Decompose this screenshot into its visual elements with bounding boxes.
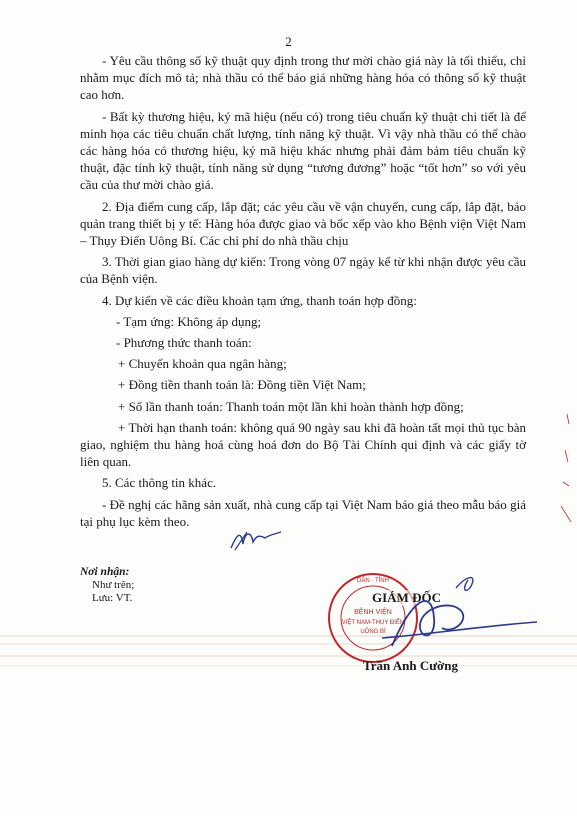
paragraph-brand-note: - Bất kỳ thương hiệu, ký mã hiệu (nếu có) trong tiêu chuẩn kỹ thuật chi tiết là để minh họa các tiêu chuẩn chất lượng, tính năng kỹ thuật. Vì vậy nhà thầu có thể chào các hàng hóa có thương hiệu, ký mã hiệu khác nhưng phải đảm bảm tiêu chuẩn kỹ thuật, đặc tính kỹ thuật, tính năng sử dụng “tương đương” hoặc “tốt hơn” so với yêu cầu của thư mời chào giá. — [80, 108, 526, 193]
document-body — [80, 52, 526, 534]
payment-transfer: + Chuyển khoản qua ngân hàng; — [118, 356, 287, 372]
paragraph-spec-requirement: - Yêu cầu thông số kỹ thuật quy định trong thư mời chào giá này là tối thiểu, chỉ nhằm mục đích mô tả; nhà thầu có thể báo giá những hàng hóa có thông số kỹ thuật cao hơn. — [80, 53, 526, 103]
recipient-item: Lưu: VT. — [92, 592, 133, 604]
payment-deadline: + Thời hạn thanh toán: không quá 90 ngày sau khi đã hoàn tất mọi thủ tục bàn giao, nghiệm thu hàng hoá cùng hoá đơn do Bộ Tài Chính qui định và các giấy tờ liên quan. — [80, 419, 526, 470]
page-number: 2 — [285, 34, 292, 49]
payment-currency: + Đồng tiền thanh toán là: Đồng tiền Việt Nam; — [118, 377, 366, 393]
recipients-block — [80, 566, 134, 605]
paragraph-payment-terms: 4. Dự kiến về các điều khoản tạm ứng, thanh toán hợp đồng: — [102, 292, 417, 308]
svg-text:BỆNH VIỆN: BỆNH VIỆN — [354, 609, 392, 616]
payment-method: - Phương thức thanh toán: — [116, 335, 252, 351]
svg-text:VIỆT NAM-THỤY ĐIỂN: VIỆT NAM-THỤY ĐIỂN — [341, 620, 405, 626]
recipient-item: Như trên; — [92, 579, 135, 591]
signature-title: GIÁM ĐỐC — [372, 590, 441, 605]
initials-signature-icon — [227, 526, 283, 554]
payment-count: + Số lần thanh toán: Thanh toán một lần khi hoàn thành hợp đồng; — [118, 398, 464, 414]
paragraph-delivery-location: 2. Địa điểm cung cấp, lắp đặt; các yêu cầu về vận chuyển, cung cấp, lắp đặt, bảo quản trang thiết bị y tế: Hàng hóa được giao và bốc xếp vào kho Bệnh viện Việt Nam – Thụy Điển Uông Bí. Các chi phí do nhà thầu chịu — [80, 198, 526, 249]
paragraph-delivery-time: 3. Thời gian giao hàng dự kiến: Trong vòng 07 ngày kể từ khi nhận được yêu cầu của Bệnh viện. — [80, 254, 526, 287]
signer-name: Trần Anh Cường — [363, 658, 458, 673]
other-info-heading: 5. Các thông tin khác. — [102, 475, 217, 491]
director-signature-icon — [372, 568, 542, 658]
other-info-text: - Đề nghị các hãng sản xuất, nhà cung cấp tại Việt Nam báo giá theo mẫu báo giá tại phụ lục kèm theo. — [80, 496, 526, 529]
svg-text:UÔNG BÍ: UÔNG BÍ — [360, 629, 386, 635]
payment-advance: - Tạm ứng: Không áp dụng; — [116, 313, 262, 329]
svg-text:DÂN · TỈNH: DÂN · TỈNH — [357, 578, 389, 584]
recipients-title: Nơi nhận: — [80, 566, 130, 578]
margin-stamp-fragment — [555, 410, 575, 530]
